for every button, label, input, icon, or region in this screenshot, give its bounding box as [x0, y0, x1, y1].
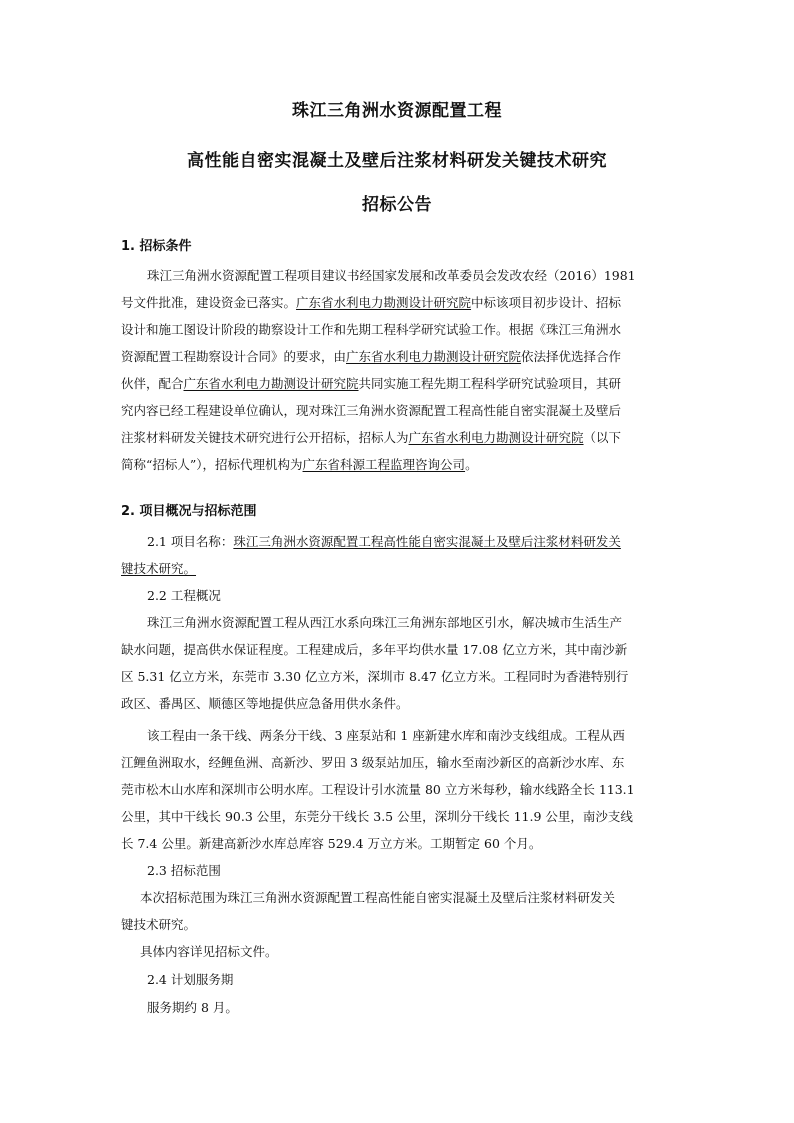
- subsection-2-3-heading: 2.3 招标范围: [147, 863, 221, 878]
- document-title-research: 高性能自密实混凝土及壁后注浆材料研发关键技术研究: [187, 151, 607, 171]
- subsection-label: 2.1 项目名称：: [147, 534, 234, 549]
- tenderer-name: 广东省水利电力勘测设计研究院: [408, 430, 584, 445]
- overview-line: 政区、番禺区、顺德区等地提供应急备用供水条件。: [121, 696, 409, 711]
- section-1-line: [121, 429, 621, 447]
- section-1-line: [121, 456, 478, 474]
- document-title-notice: 招标公告: [362, 195, 432, 215]
- subsection-2-2-heading: 2.2 工程概况: [147, 588, 221, 603]
- text-span: 。: [465, 457, 478, 472]
- section-1-heading: 1. 招标条件: [121, 239, 192, 254]
- overview-line: 该工程由一条干线、两条分干线、3 座泵站和 1 座新建水库和南沙支线组成。工程从西: [147, 728, 625, 743]
- section-1-line: 设计和施工图设计阶段的勘察设计工作和先期工程科学研究试验工作。根据《珠江三角洲水: [121, 322, 622, 337]
- subsection-2-4-heading: 2.4 计划服务期: [147, 972, 234, 987]
- text-span: 注浆材料研发关键技术研究进行公开招标，招标人为: [121, 430, 409, 445]
- text-span: 资源配置工程勘察设计合同》的要求，由: [121, 349, 347, 364]
- text-span: 共同实施工程先期工程科学研究试验项目，其研: [358, 376, 622, 391]
- overview-line: 长 7.4 公里。新建高新沙水库总库容 529.4 万立方米。工期暂定 60 个月。: [121, 836, 542, 851]
- overview-line: 缺水问题，提高供水保证程度。工程建成后，多年平均供水量 17.08 亿立方米，其中南沙新: [121, 642, 628, 657]
- project-name: 珠江三角洲水资源配置工程高性能自密实混凝土及壁后注浆材料研发关: [233, 534, 621, 549]
- overview-line: 区 5.31 亿立方米，东莞市 3.30 亿立方米，深圳市 8.47 亿立方米。工程同时为香港特别行: [121, 669, 629, 684]
- agency-name: 广东省科源工程监理咨询公司: [302, 457, 466, 472]
- service-period-line: 服务期约 8 月。: [147, 1000, 238, 1015]
- overview-line: 莞市松木山水库和深圳市公明水库。工程设计引水流量 80 立方米每秒，输水线路全长 113.1: [121, 782, 635, 797]
- overview-line: 珠江三角洲水资源配置工程从西江水系向珠江三角洲东部地区引水，解决城市生活生产: [147, 615, 623, 630]
- text-span: 号文件批准，建设资金已落实。: [121, 295, 297, 310]
- project-name: 键技术研究。: [121, 561, 197, 576]
- text-span: （以下: [583, 430, 622, 445]
- overview-line: 公里，其中干线长 90.3 公里，东莞分干线长 3.5 公里，深圳分干线长 11.9 公里，南沙支线: [121, 809, 633, 824]
- text-span: 中标该项目初步设计、招标: [471, 295, 622, 310]
- scope-line: 本次招标范围为珠江三角洲水资源配置工程高性能自密实混凝土及壁后注浆材料研发关: [140, 890, 616, 905]
- text-span: 依法择优选择合作: [521, 349, 622, 364]
- document-title-project: 珠江三角洲水资源配置工程: [292, 101, 502, 121]
- institute-name: 广东省水利电力勘测设计研究院: [346, 349, 522, 364]
- institute-name: 广东省水利电力勘测设计研究院: [183, 376, 359, 391]
- section-1-line: [121, 375, 621, 393]
- scope-line: 具体内容详见招标文件。: [140, 944, 278, 959]
- text-span: 简称“招标人”），招标代理机构为: [121, 457, 303, 472]
- institute-name: 广东省水利电力勘测设计研究院: [296, 295, 472, 310]
- scope-line: 键技术研究。: [121, 917, 197, 932]
- subsection-2-1-line: [147, 533, 621, 551]
- overview-line: 江鲤鱼洲取水，经鲤鱼洲、高新沙、罗田 3 级泵站加压，输水至南沙新区的高新沙水库、东: [121, 755, 625, 770]
- section-1-line: [121, 348, 621, 366]
- section-2-heading: 2. 项目概况与招标范围: [121, 504, 257, 519]
- subsection-2-1-line: [121, 560, 196, 578]
- section-1-line: 究内容已经工程建设单位确认，现对珠江三角洲水资源配置工程高性能自密实混凝土及壁后: [121, 403, 622, 418]
- section-1-line: 珠江三角洲水资源配置工程项目建议书经国家发展和改革委员会发改农经（2016）1981: [147, 268, 636, 283]
- text-span: 伙伴，配合: [121, 376, 184, 391]
- section-1-line: [121, 294, 621, 312]
